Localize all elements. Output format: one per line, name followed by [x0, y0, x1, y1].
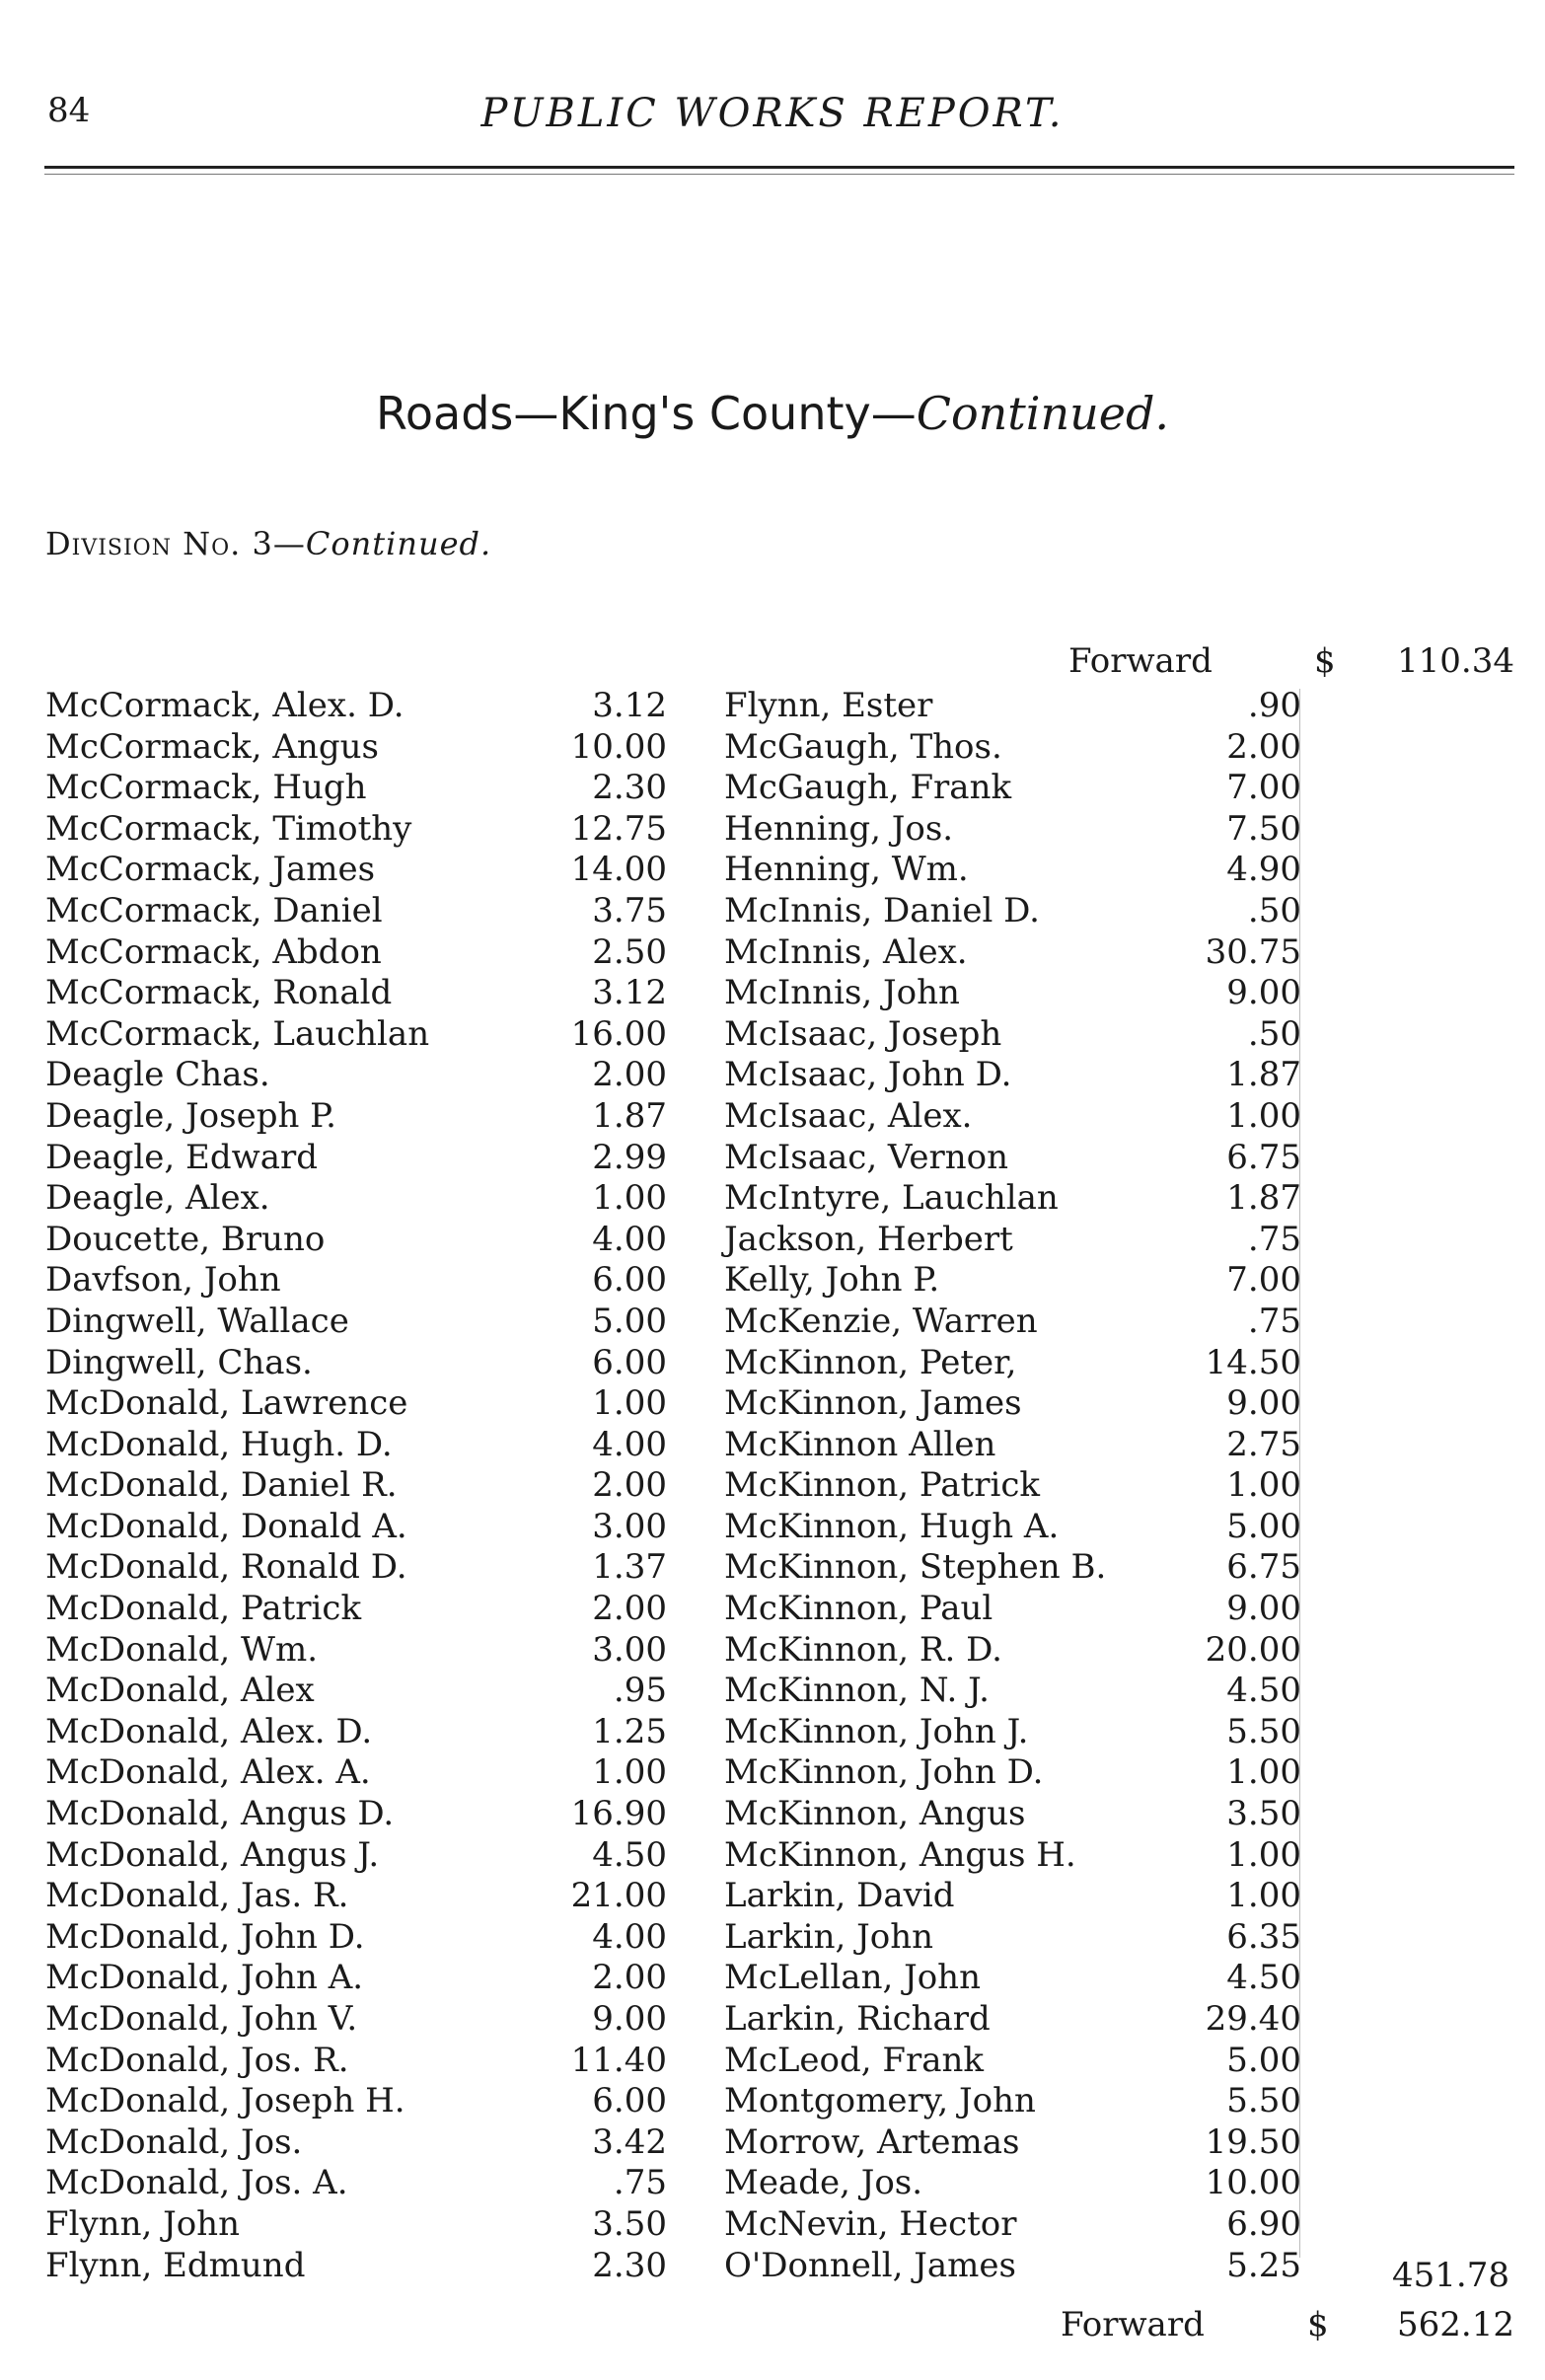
ledger-row — [724, 1917, 1336, 1959]
ledger-row — [724, 2122, 1336, 2164]
payee-name: McDonald, Jas. R. — [45, 1876, 349, 1916]
payment-amount: 4.50 — [1226, 1671, 1301, 1711]
header-rule — [44, 166, 1514, 169]
payment-amount: 3.50 — [592, 2203, 667, 2244]
payment-amount: 4.00 — [592, 1424, 667, 1464]
ledger-row — [724, 932, 1336, 974]
payee-name: Deagle Chas. — [45, 1055, 270, 1095]
payment-amount: 4.00 — [592, 1916, 667, 1957]
ledger-row — [724, 1178, 1336, 1220]
payee-name: McCormack, Timothy — [45, 808, 412, 849]
payee-name: McDonald, Joseph H. — [45, 2081, 405, 2121]
payee-name: McKinnon, John J. — [724, 1711, 1029, 1751]
ledger-row — [45, 1465, 667, 1507]
payee-name: McCormack, Daniel — [45, 890, 383, 930]
payee-name: McLellan, John — [724, 1958, 981, 1998]
payment-amount: 5.25 — [1226, 2245, 1301, 2285]
header-rule-thin — [44, 174, 1514, 175]
ledger-row — [724, 1343, 1336, 1384]
payment-amount: 1.00 — [1226, 1834, 1301, 1875]
payment-amount: 7.00 — [1226, 1260, 1301, 1301]
payment-amount: 10.00 — [570, 726, 667, 767]
payment-amount: 1.00 — [1226, 1095, 1301, 1136]
ledger-row — [45, 1958, 667, 1999]
ledger-row — [45, 1260, 667, 1302]
payee-name: McCormack, Abdon — [45, 931, 382, 972]
payee-name: McIsaac, John D. — [724, 1055, 1012, 1095]
payment-amount: 10.00 — [1205, 2163, 1301, 2203]
payment-amount: 6.90 — [1226, 2203, 1301, 2244]
ledger-row — [724, 2204, 1336, 2246]
payee-name: McIsaac, Alex. — [724, 1095, 973, 1136]
payment-amount: 4.50 — [1226, 1958, 1301, 1998]
ledger-row — [724, 686, 1336, 727]
payee-name: McInnis, John — [724, 973, 960, 1013]
payee-name: McCormack, Angus — [45, 726, 379, 767]
ledger-row — [45, 1506, 667, 1548]
payment-amount: 6.75 — [1226, 1547, 1301, 1588]
payee-name: Larkin, David — [724, 1876, 955, 1916]
ledger-row — [724, 1794, 1336, 1835]
ledger-row — [45, 890, 667, 932]
payment-amount: 19.50 — [1205, 2121, 1301, 2162]
payee-name: McKinnon, Angus — [724, 1794, 1026, 1834]
running-title: PUBLIC WORKS REPORT. — [480, 91, 1065, 136]
payee-name: Deagle, Alex. — [45, 1178, 270, 1219]
payment-amount: 3.12 — [592, 973, 667, 1013]
ledger-row — [724, 1589, 1336, 1630]
forward-total-amount: 562.12 — [1397, 2305, 1514, 2344]
payment-amount: 4.50 — [592, 1834, 667, 1875]
payment-amount: .90 — [1247, 686, 1301, 725]
payee-name: McKinnon, Stephen B. — [724, 1547, 1107, 1588]
payee-name: McCormack, Ronald — [45, 973, 393, 1013]
ledger-row — [45, 1178, 667, 1220]
ledger-row — [724, 1260, 1336, 1302]
ledger-row — [45, 1589, 667, 1630]
payee-name: McKinnon, R. D. — [724, 1629, 1002, 1670]
payee-name: McIsaac, Joseph — [724, 1013, 1002, 1054]
ledger-row — [724, 1712, 1336, 1753]
payment-amount: 16.90 — [570, 1794, 667, 1834]
payment-amount: 30.75 — [1205, 931, 1301, 972]
payee-name: Henning, Wm. — [724, 850, 969, 890]
ledger-row — [45, 1711, 667, 1753]
ledger-row — [45, 1547, 667, 1589]
payment-amount: 4.90 — [1226, 850, 1301, 890]
ledger-row — [45, 2081, 667, 2122]
division-continued: Continued. — [305, 525, 492, 562]
forward-label: Forward — [1068, 641, 1213, 681]
payee-name: McKinnon, Hugh A. — [724, 1506, 1060, 1546]
payee-name: McGaugh, Thos. — [724, 726, 1002, 767]
payment-amount: 3.00 — [592, 1506, 667, 1546]
ledger-row — [45, 1876, 667, 1917]
amount-column-rule — [1299, 689, 1300, 2258]
payment-amount: .75 — [1247, 1219, 1301, 1259]
page-number: 84 — [47, 91, 91, 130]
ledger-row — [724, 727, 1336, 769]
payment-amount: 9.00 — [592, 1999, 667, 2039]
ledger-row — [45, 2121, 667, 2164]
ledger-row — [724, 1671, 1336, 1712]
payee-name: McKinnon, Patrick — [724, 1465, 1040, 1506]
payment-amount: 2.00 — [592, 1055, 667, 1095]
payment-amount: 6.35 — [1226, 1916, 1301, 1957]
ledger-row — [724, 891, 1336, 932]
payment-amount: 6.00 — [592, 1260, 667, 1301]
ledger-row — [45, 2040, 667, 2082]
section-title-text: Roads—King's County— — [375, 387, 917, 440]
payee-name: McKinnon, John D. — [724, 1752, 1044, 1793]
payee-name: Deagle, Joseph P. — [45, 1095, 336, 1136]
payment-amount: 1.00 — [1226, 1752, 1301, 1793]
ledger-row — [45, 931, 667, 974]
ledger-row — [45, 1424, 667, 1466]
payee-name: McCormack, Hugh — [45, 768, 367, 808]
ledger-row — [45, 1671, 667, 1712]
payee-name: McKinnon Allen — [724, 1424, 996, 1464]
payment-amount: 2.00 — [592, 1958, 667, 1998]
payee-name: Deagle, Edward — [45, 1137, 319, 1177]
payee-name: McIntyre, Lauchlan — [724, 1178, 1059, 1219]
payee-name: McLeod, Frank — [724, 2040, 985, 2080]
ledger-row — [724, 2246, 1336, 2287]
payee-name: McDonald, Wm. — [45, 1629, 319, 1670]
payee-name: McDonald, Patrick — [45, 1589, 362, 1629]
payee-name: McKinnon, Peter, — [724, 1342, 1017, 1382]
ledger-row — [45, 726, 667, 769]
payment-amount: 4.00 — [592, 1219, 667, 1259]
payment-amount: 6.00 — [592, 1342, 667, 1382]
ledger-row — [45, 2163, 667, 2204]
ledger-row — [45, 2245, 667, 2287]
ledger-row — [724, 1752, 1336, 1794]
payee-name: McDonald, Angus D. — [45, 1794, 395, 1834]
ledger-row — [45, 1794, 667, 1835]
payment-amount: 11.40 — [570, 2040, 667, 2080]
payment-amount: .95 — [613, 1671, 667, 1711]
ledger-row — [45, 1629, 667, 1672]
ledger-row — [724, 2163, 1336, 2204]
payee-name: McCormack, James — [45, 850, 376, 890]
payment-amount: 14.00 — [570, 850, 667, 890]
payment-amount: 7.00 — [1226, 768, 1301, 808]
payment-amount: 1.00 — [592, 1383, 667, 1424]
payee-name: McDonald, Alex. A. — [45, 1752, 371, 1793]
payment-amount: 9.00 — [1226, 1589, 1301, 1629]
forward-total-label: Forward — [1061, 2305, 1205, 2344]
payee-name: McKinnon, Angus H. — [724, 1834, 1076, 1875]
payment-amount: 2.00 — [592, 1589, 667, 1629]
ledger-row — [45, 1219, 667, 1261]
payee-name: McDonald, Angus J. — [45, 1834, 380, 1875]
payment-amount: 14.50 — [1205, 1342, 1301, 1382]
ledger-row — [724, 1302, 1336, 1343]
payment-amount: 29.40 — [1205, 1999, 1301, 2039]
payee-name: McNevin, Hector — [724, 2203, 1017, 2244]
payment-amount: 3.42 — [592, 2121, 667, 2162]
payment-amount: 5.50 — [1226, 2081, 1301, 2121]
ledger-row — [45, 1301, 667, 1343]
ledger-row — [45, 850, 667, 891]
ledger-row — [45, 1916, 667, 1959]
payee-name: Larkin, John — [724, 1916, 933, 1957]
payee-name: Meade, Jos. — [724, 2163, 923, 2203]
payee-name: McDonald, Jos. R. — [45, 2040, 349, 2080]
payment-amount: 1.00 — [1226, 1465, 1301, 1506]
payee-name: McDonald, John A. — [45, 1958, 364, 1998]
payee-name: McKinnon, James — [724, 1383, 1022, 1424]
payment-amount: 2.30 — [592, 768, 667, 808]
payment-amount: 1.87 — [1226, 1055, 1301, 1095]
ledger-row — [724, 1138, 1336, 1179]
ledger-row — [45, 768, 667, 809]
payee-name: McInnis, Daniel D. — [724, 890, 1040, 930]
ledger-row — [45, 1095, 667, 1138]
payment-amount: 1.00 — [592, 1178, 667, 1219]
payment-amount: 1.87 — [592, 1095, 667, 1136]
ledger-row — [724, 1999, 1336, 2041]
ledger-row — [724, 1465, 1336, 1507]
payee-name: Dingwell, Wallace — [45, 1301, 349, 1341]
payment-amount: 1.25 — [592, 1711, 667, 1751]
ledger-row — [724, 2041, 1336, 2082]
payment-amount: 2.00 — [1226, 726, 1301, 767]
ledger-row — [724, 768, 1336, 809]
section-title — [0, 387, 1545, 440]
ledger-row — [45, 808, 667, 851]
ledger-row — [45, 1752, 667, 1794]
ledger-row — [724, 1835, 1336, 1877]
ledger-row — [45, 1342, 667, 1384]
payee-name: McDonald, Hugh. D. — [45, 1424, 393, 1464]
payee-name: O'Donnell, James — [724, 2245, 1016, 2285]
ledger-row — [45, 686, 667, 727]
payment-amount: .75 — [1247, 1301, 1301, 1341]
ledger-row — [45, 1013, 667, 1056]
payee-name: McDonald, Lawrence — [45, 1383, 408, 1424]
payee-name: McDonald, Jos. A. — [45, 2163, 348, 2203]
page-header — [0, 91, 1545, 150]
ledger-row — [724, 809, 1336, 851]
ledger-row — [724, 1507, 1336, 1548]
ledger-row — [724, 1220, 1336, 1261]
payment-amount: 16.00 — [570, 1013, 667, 1054]
payment-amount: .75 — [613, 2163, 667, 2203]
ledger-row — [45, 2203, 667, 2246]
payee-name: Flynn, Edmund — [45, 2245, 306, 2285]
payee-name: Kelly, John P. — [724, 1260, 940, 1301]
payee-name: McDonald, Donald A. — [45, 1506, 407, 1546]
forward-amount: 110.34 — [1397, 641, 1514, 681]
ledger-row — [724, 2081, 1336, 2122]
payee-name: Davfson, John — [45, 1260, 281, 1301]
division-heading — [45, 525, 491, 562]
payment-amount: 9.00 — [1226, 1383, 1301, 1424]
payee-name: McDonald, Alex — [45, 1671, 315, 1711]
right-ledger-column — [724, 686, 1336, 2286]
payee-name: Jackson, Herbert — [724, 1219, 1013, 1259]
payment-amount: 1.00 — [1226, 1876, 1301, 1916]
ledger-row — [45, 1137, 667, 1179]
ledger-row — [45, 1383, 667, 1425]
forward-currency: $ — [1314, 641, 1336, 681]
ledger-row — [724, 973, 1336, 1014]
payee-name: McDonald, John V. — [45, 1999, 358, 2039]
payment-amount: 5.00 — [592, 1301, 667, 1341]
ledger-row — [724, 1014, 1336, 1056]
ledger-row — [724, 1055, 1336, 1096]
ledger-row — [45, 1834, 667, 1877]
payee-name: Flynn, John — [45, 2203, 240, 2244]
ledger-row — [724, 1876, 1336, 1917]
ledger-row — [45, 1055, 667, 1096]
payee-name: McCormack, Lauchlan — [45, 1013, 430, 1054]
payee-name: Flynn, Ester — [724, 686, 933, 725]
forward-total-currency: $ — [1307, 2305, 1329, 2344]
payee-name: McIsaac, Vernon — [724, 1137, 1009, 1177]
payment-amount: 9.00 — [1226, 973, 1301, 1013]
payment-amount: 3.75 — [592, 890, 667, 930]
ledger-row — [724, 1547, 1336, 1589]
section-title-continued: Continued. — [916, 387, 1170, 440]
payment-amount: 5.00 — [1226, 2040, 1301, 2080]
payment-amount: 21.00 — [570, 1876, 667, 1916]
payee-name: McDonald, Daniel R. — [45, 1465, 398, 1506]
ledger-row — [724, 1958, 1336, 1999]
column-subtotal: 451.78 — [1392, 2256, 1509, 2295]
payment-amount: 5.00 — [1226, 1506, 1301, 1546]
payee-name: McDonald, John D. — [45, 1916, 365, 1957]
payee-name: Morrow, Artemas — [724, 2121, 1020, 2162]
ledger-row — [724, 1383, 1336, 1425]
payment-amount: 6.75 — [1226, 1137, 1301, 1177]
payee-name: Dingwell, Chas. — [45, 1342, 313, 1382]
payee-name: McKenzie, Warren — [724, 1301, 1038, 1341]
payment-amount: 1.37 — [592, 1547, 667, 1588]
payee-name: McInnis, Alex. — [724, 931, 968, 972]
payment-amount: 3.12 — [592, 686, 667, 725]
payment-amount: 2.30 — [592, 2245, 667, 2285]
payee-name: Doucette, Bruno — [45, 1219, 326, 1259]
payment-amount: .50 — [1247, 890, 1301, 930]
payee-name: McDonald, Alex. D. — [45, 1711, 373, 1751]
payment-amount: 2.75 — [1226, 1424, 1301, 1464]
ledger-row — [45, 973, 667, 1014]
payment-amount: 5.50 — [1226, 1711, 1301, 1751]
left-ledger-column — [45, 686, 667, 2286]
ledger-row — [724, 1425, 1336, 1466]
ledger-row — [45, 1999, 667, 2041]
payee-name: Montgomery, John — [724, 2081, 1036, 2121]
division-label: Division No. 3— — [45, 525, 306, 562]
payment-amount: 7.50 — [1226, 808, 1301, 849]
payee-name: McKinnon, N. J. — [724, 1671, 990, 1711]
payment-amount: 2.50 — [592, 931, 667, 972]
payee-name: McDonald, Jos. — [45, 2121, 303, 2162]
ledger-row — [724, 1630, 1336, 1672]
ledger-row — [724, 850, 1336, 891]
payment-amount: .50 — [1247, 1013, 1301, 1054]
payee-name: McGaugh, Frank — [724, 768, 1012, 808]
payment-amount: 2.00 — [592, 1465, 667, 1506]
payment-amount: 6.00 — [592, 2081, 667, 2121]
payee-name: McCormack, Alex. D. — [45, 686, 405, 725]
payment-amount: 12.75 — [570, 808, 667, 849]
payment-amount: 1.00 — [592, 1752, 667, 1793]
payee-name: McKinnon, Paul — [724, 1589, 993, 1629]
payment-amount: 3.00 — [592, 1629, 667, 1670]
payee-name: McDonald, Ronald D. — [45, 1547, 407, 1588]
payee-name: Larkin, Richard — [724, 1999, 991, 2039]
payment-amount: 20.00 — [1205, 1629, 1301, 1670]
payee-name: Henning, Jos. — [724, 808, 954, 849]
ledger-row — [724, 1096, 1336, 1138]
payment-amount: 3.50 — [1226, 1794, 1301, 1834]
payment-amount: 2.99 — [592, 1137, 667, 1177]
payment-amount: 1.87 — [1226, 1178, 1301, 1219]
